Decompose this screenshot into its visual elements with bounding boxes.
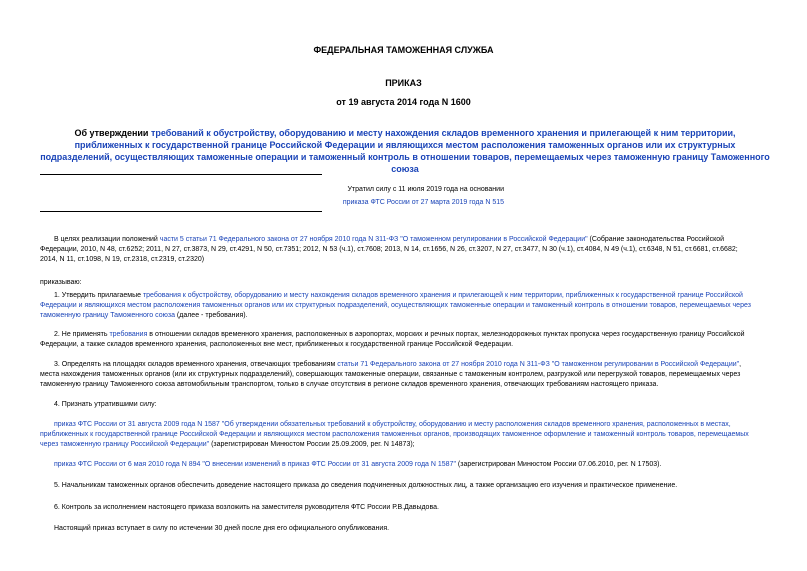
item-3-line-2: места нахождения таможенных органов (или их структурных подразделений), совершающих таможенные операции, связанные с таможенным контролем, разгрузкой или перегрузкой товаров, перемещаемых через: [40, 371, 741, 378]
divider-top: [40, 174, 322, 175]
paragraph-item-5: 5. Начальникам таможенных органов обеспечить доведение настоящего приказа до сведения подчиненных должностных лиц, а также организацию его изучения и практическое применение.: [54, 482, 678, 489]
paragraph-item-4: 4. Признать утратившими силу:: [54, 401, 157, 408]
preamble-line-2: Федерации, 2010, N 48, ст.6252; 2011, N 27, ст.3873, N 29, ст.4291, N 50, ст.7351; 2012, N 53 (ч.1), ст.7608; 2013, N 14, ст.1656, N 26, ст.3207, N 27, ст.3477, N 30 (ч.1), ст.4084, N 49 (ч.1), ст.6348, N 51, ст.6681, ст.6682;: [40, 246, 738, 253]
document-title: [40, 127, 770, 175]
paragraph-item-3: [40, 360, 770, 390]
repealed-order-1587-link-line-2[interactable]: приближенных к государственной границе Российской Федерации и являющихся местом расположения таможенных органов, производящих таможенное оформление и таможенный контроль товаров, перемещаемых: [40, 431, 749, 438]
status-note-link[interactable]: приказа ФТС России от 27 марта 2019 года N 515: [342, 199, 504, 206]
title-prefix: Об утверждении: [74, 128, 151, 138]
requirements-link-line-3[interactable]: таможенную границу Таможенного союза: [40, 312, 175, 319]
requirements-link[interactable]: требования к обустройству, оборудованию и месту нахождения складов временного хранения и прилегающей к ним территории, приближенных к государственной границе Российской: [142, 292, 743, 299]
item-2-text-tail: в отношении складов временного хранения, расположенных в аэропортах, морских и речных портах, железнодорожных пунктах пропуска через государственную границу Российской: [147, 331, 745, 338]
paragraph-repealed-1: [40, 420, 770, 450]
paragraph-preamble: [40, 235, 770, 265]
repealed-1-tail: (зарегистрирован Минюстом России 25.09.2009, рег. N 14873);: [209, 441, 415, 448]
paragraph-item-6: 6. Контроль за исполнением настоящего приказа возложить на заместителя руководителя ФТС России Р.В.Давыдова.: [54, 504, 439, 511]
item-3-text: 3. Определять на площадях складов временного хранения, отвечающих требованиям: [54, 361, 338, 368]
item-1-tail: (далее - требования).: [174, 312, 248, 319]
preamble-text: В целях реализации положений: [54, 236, 160, 243]
item-2-line-2: Федерации, а также складов временного хранения, расположенных вне мест, приближенных к государственной границе Российской Федерации.: [40, 341, 514, 348]
title-link[interactable]: требований к обустройству, оборудованию и месту нахождения складов временного хранения и прилегающей к ним территории, приближенных к государственной границе Российской Федерации и являющихся местом расположения таможенных органов или их структурных подразделений, осуществляющих таможенные операции и таможенный контроль в отношении товаров, перемещаемых через таможенную границу Таможенного союза: [40, 128, 770, 174]
document-date: от 19 августа 2014 года N 1600: [336, 97, 471, 107]
paragraph-item-1: [40, 291, 770, 321]
preamble-text-tail: (Собрание законодательства Российской: [587, 236, 725, 243]
divider-bottom: [40, 211, 322, 212]
preamble-line-3: 2014, N 11, ст.1098, N 19, ст.2318, ст.2319, ст.2320): [40, 256, 205, 263]
paragraph-repealed-2: [40, 460, 770, 470]
paragraph-order: приказываю:: [40, 279, 82, 286]
repealed-order-894-link[interactable]: приказ ФТС России от 6 мая 2010 года N 894 "О внесении изменений в приказ ФТС России от 31 августа 2009 года N 1587": [54, 461, 456, 468]
article-71-link[interactable]: статьи 71 Федерального закона от 27 ноября 2010 года N 311-ФЗ "О таможенном регулировании в Российской Федерации": [337, 361, 740, 368]
repealed-order-1587-link[interactable]: приказ ФТС России от 31 августа 2009 года N 1587 "Об утверждении обязательных требований к обустройству, оборудованию и месту расположения складов временного хранения, расположенных в местах,: [54, 421, 731, 428]
law-link[interactable]: части 5 статьи 71 Федерального закона от 27 ноября 2010 года N 311-ФЗ "О таможенном регулировании в Российской Федерации": [159, 236, 588, 243]
document-type: ПРИКАЗ: [385, 78, 422, 88]
requirements-link-line-2[interactable]: Федерации и являющихся местом расположения таможенных органов или их структурных подразделений, осуществляющих таможенные операции и таможенный контроль в отношении товаров, перемещаемых через: [40, 302, 751, 309]
item-3-comma: ,: [739, 361, 742, 368]
status-note-text: Утратил силу с 11 июля 2019 года на основании: [347, 186, 504, 193]
repealed-order-1587-link-line-3[interactable]: через таможенную границу Российской Федерации": [40, 441, 210, 448]
item-2-text: 2. Не применять: [54, 331, 110, 338]
paragraph-item-2: [40, 330, 770, 350]
item-1-text: 1. Утвердить прилагаемые: [54, 292, 143, 299]
paragraph-effective-date: Настоящий приказ вступает в силу по истечении 30 дней после дня его официального опубликования.: [54, 525, 390, 532]
item-2-requirements-link[interactable]: требования: [109, 331, 148, 338]
agency-name: ФЕДЕРАЛЬНАЯ ТАМОЖЕННАЯ СЛУЖБА: [313, 45, 494, 55]
item-3-line-3: таможенную границу Таможенного союза автомобильным транспортом, только в случае отсутствия в регионе складов временного хранения, отвечающих требованиям настоящего приказа.: [40, 381, 659, 388]
repealed-2-tail: (зарегистрирован Минюстом России 07.06.2010, рег. N 17503).: [455, 461, 662, 468]
status-note: [312, 183, 504, 209]
